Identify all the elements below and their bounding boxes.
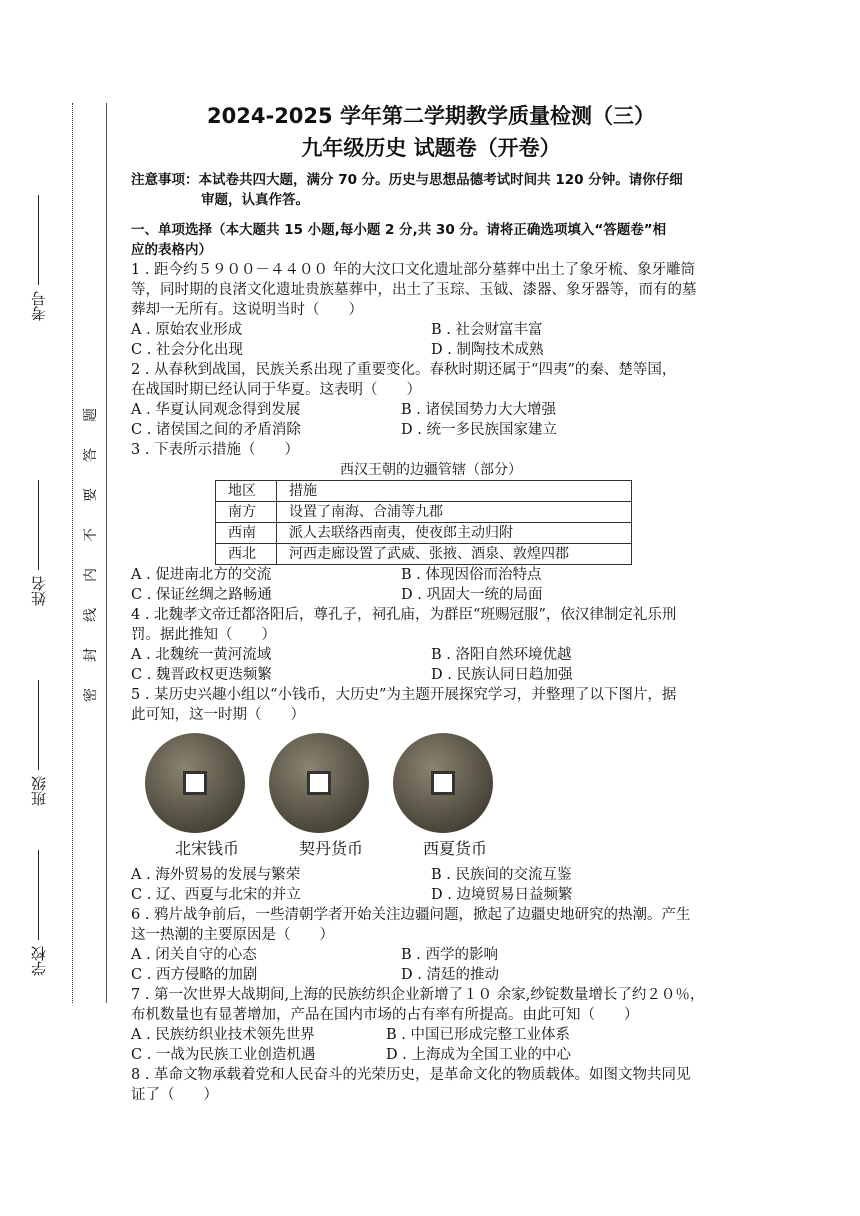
class-field[interactable]: 班级 xyxy=(28,680,49,806)
coin-images xyxy=(145,733,731,833)
coin-image xyxy=(145,733,245,833)
option[interactable]: A . 民族纺织业技术领先世界 xyxy=(131,1027,315,1043)
option[interactable]: D . 清廷的推动 xyxy=(401,967,499,983)
option[interactable]: A . 闭关自守的心态 xyxy=(131,947,257,963)
option[interactable]: C . 辽、西夏与北宋的并立 xyxy=(131,887,301,903)
coin-image xyxy=(393,733,493,833)
option[interactable]: C . 社会分化出现 xyxy=(131,342,243,358)
option[interactable]: B . 洛阳自然环境优越 xyxy=(431,647,572,663)
option[interactable]: D . 巩固大一统的局面 xyxy=(401,587,543,603)
option[interactable]: A . 北魏统一黄河流域 xyxy=(131,647,272,663)
exam-content xyxy=(131,100,731,1105)
option[interactable]: C . 魏晋政权更迭频繁 xyxy=(131,667,272,683)
option[interactable]: B . 民族间的交流互鉴 xyxy=(431,867,572,883)
option[interactable]: C . 一战为民族工业创造机遇 xyxy=(131,1047,316,1063)
option[interactable]: B . 社会财富丰富 xyxy=(431,322,543,338)
exam-no-field[interactable]: 考号 xyxy=(28,195,49,321)
question-1: 1 . 距今约５９００－４４００ 年的大汶口文化遗址部分墓葬中出土了象牙梳、象牙雕筒 等，同时期的良渚文化遗址贵族墓葬中，出土了玉琮、玉钺、漆器、象牙器等，而有的墓 葬却一无所有。这说明当时（ ） A . 原始农业形成 B . 社会财富丰富 C . 社会分化出现 D . 制陶技术成熟 xyxy=(131,260,731,360)
coin-image xyxy=(269,733,369,833)
option[interactable]: B . 中国已形成完整工业体系 xyxy=(386,1027,570,1043)
section-heading: 一、单项选择（本大题共 15 小题,每小题 2 分,共 30 分。请将正确选项填入“答题卷”相 应的表格内） xyxy=(131,222,667,258)
school-field[interactable]: 学校 xyxy=(28,850,49,976)
coin-label: 北宋钱币 xyxy=(174,839,239,858)
exam-subtitle: 九年级历史 试题卷（开卷） xyxy=(301,136,561,160)
binding-solid-line xyxy=(106,103,107,1003)
option[interactable]: C . 诸侯国之间的矛盾消除 xyxy=(131,422,301,438)
exam-title: 2024-2025 学年第二学期教学质量检测（三） xyxy=(207,104,655,128)
question-5: 5 . 某历史兴趣小组以“小钱币，大历史”为主题开展探究学习，并整理了以下图片，据 此可知，这一时期（ ） 北宋钱币 契丹货币 西夏货币 A . 海外贸易的发展与繁荣 B . 民族间的交流互鉴 C . 辽、西夏与北宋的并立 D . 边境贸易日益频繁 xyxy=(131,685,731,905)
option[interactable]: A . 海外贸易的发展与繁荣 xyxy=(131,867,301,883)
option[interactable]: D . 民族认同日趋加强 xyxy=(431,667,573,683)
name-field[interactable]: 姓名 xyxy=(28,480,49,606)
option[interactable]: D . 统一多民族国家建立 xyxy=(401,422,557,438)
option[interactable]: B . 西学的影响 xyxy=(401,947,498,963)
option[interactable]: D . 制陶技术成熟 xyxy=(431,342,544,358)
frontier-table: 地区 措施 南方 设置了南海、合浦等九郡 西南 派人去联络西南夷，使夜郎主动归附 西北 河西走廊设置了武威、张掖、酒泉、敦煌四郡 xyxy=(215,480,632,565)
question-7: 7 . 第一次世界大战期间,上海的民族纺织企业新增了１０ 余家,纱锭数量增长了约２０％， 布机数量也有显著增加，产品在国内市场的占有率有所提高。由此可知（ ） A . 民族纺织业技术领先世界 B . 中国已形成完整工业体系 C . 一战为民族工业创造机遇 D . 上海成为全国工业的中心 xyxy=(131,987,705,1063)
option[interactable]: D . 上海成为全国工业的中心 xyxy=(386,1047,571,1063)
coin-label: 西夏货币 xyxy=(422,839,487,858)
option[interactable]: C . 保证丝绸之路畅通 xyxy=(131,587,272,603)
option[interactable]: A . 原始农业形成 xyxy=(131,322,243,338)
notice: 注意事项：本试卷共四大题，满分 70 分。历史与思想品德考试时间共 120 分钟。请你仔细 审题，认真作答。 xyxy=(131,172,683,208)
question-2: 2 . 从春秋到战国，民族关系出现了重要变化。春秋时期还属于“四夷”的秦、楚等国， 在战国时期已经认同于华夏。这表明（ ） A . 华夏认同观念得到发展 B . 诸侯国势力大大增强 C . 诸侯国之间的矛盾消除 D . 统一多民族国家建立 xyxy=(131,360,731,440)
question-8: 8 . 革命文物承载着党和人民奋斗的光荣历史，是革命文化的物质载体。如图文物共同见 证了（ ） xyxy=(131,1067,691,1103)
binding-dotted-line xyxy=(72,103,73,1003)
seal-warning: 题 答 要 不 内 线 封 密 xyxy=(83,408,99,702)
question-3: 3 . 下表所示措施（ ） 西汉王朝的边疆管辖（部分） 地区 措施 南方 设置了南海、合浦等九郡 西南 派人去联络西南夷，使夜郎主动归附 西北 河西走廊设置了武威、张掖、酒泉、敦煌四郡 A . 促进南北方的交流 B . 体现因俗而治特点 C . 保证丝绸之路畅通 D . 巩固大一统的局面 xyxy=(131,440,731,605)
coin-label: 契丹货币 xyxy=(298,839,363,858)
question-6: 6 . 鸦片战争前后，一些清朝学者开始关注边疆问题，掀起了边疆史地研究的热潮。产生 这一热潮的主要原因是（ ） A . 闭关自守的心态 B . 西学的影响 C . 西方侵略的加剧 D . 清廷的推动 xyxy=(131,905,731,985)
option[interactable]: A . 促进南北方的交流 xyxy=(131,567,272,583)
option[interactable]: C . 西方侵略的加剧 xyxy=(131,967,258,983)
option[interactable]: B . 诸侯国势力大大增强 xyxy=(401,402,556,418)
option[interactable]: A . 华夏认同观念得到发展 xyxy=(131,402,301,418)
option[interactable]: D . 边境贸易日益频繁 xyxy=(431,887,573,903)
option[interactable]: B . 体现因俗而治特点 xyxy=(401,567,542,583)
question-4: 4 . 北魏孝文帝迁都洛阳后，尊孔子，祠孔庙，为群臣“班赐冠服”，依汉律制定礼乐刑 罚。据此推知（ ） A . 北魏统一黄河流域 B . 洛阳自然环境优越 C . 魏晋政权更迭频繁 D . 民族认同日趋加强 xyxy=(131,605,731,685)
table-caption: 西汉王朝的边疆管辖（部分） xyxy=(340,462,522,478)
